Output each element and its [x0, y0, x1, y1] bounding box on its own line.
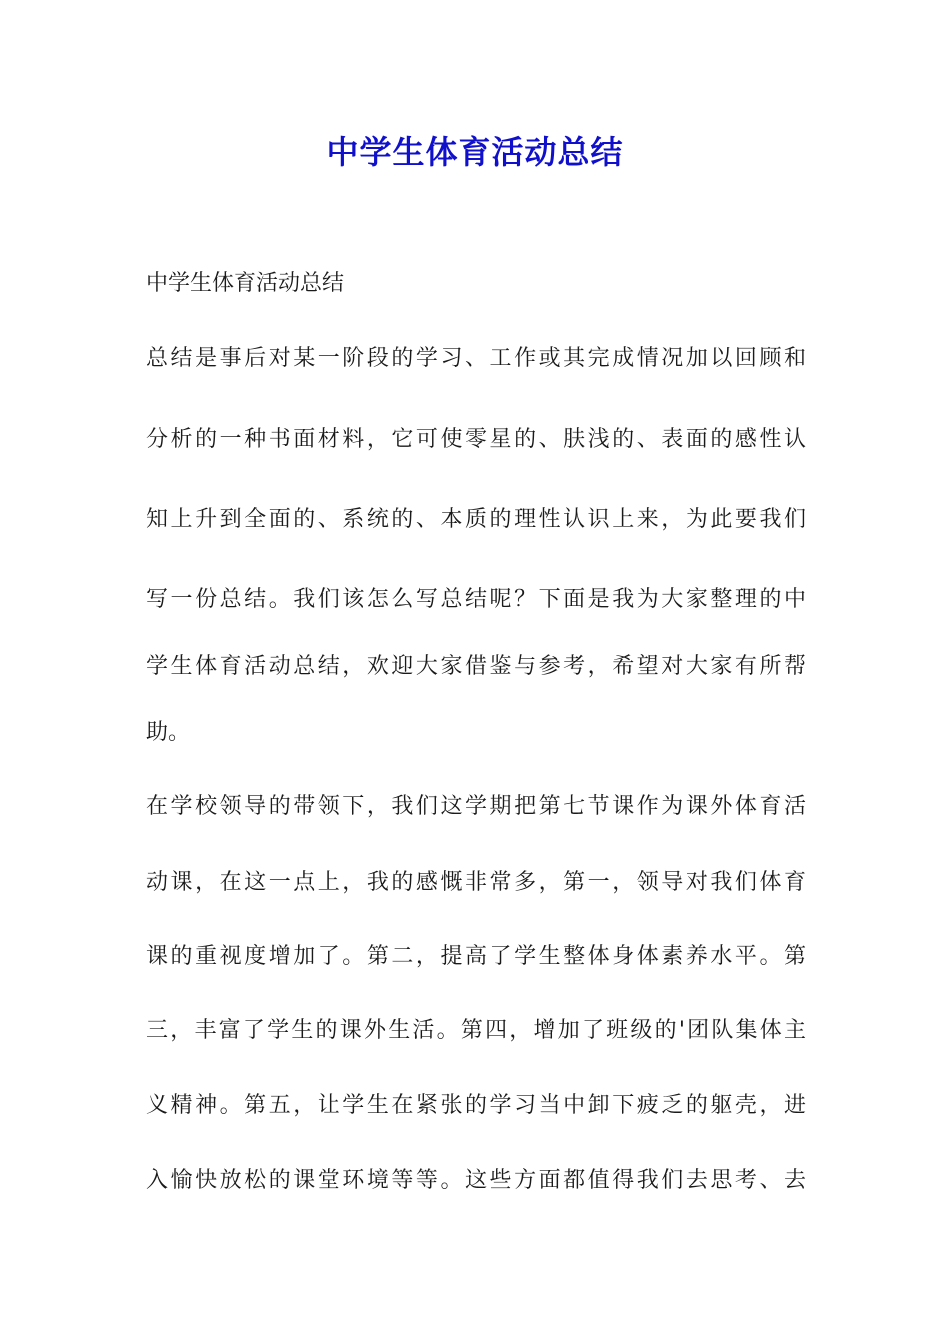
document-title: 中学生体育活动总结 — [326, 133, 624, 171]
paragraph-2-line-4: 三，丰富了学生的课外生活。第四，增加了班级的'团队集体主 — [146, 1018, 806, 1043]
paragraph-2-line-2: 动课，在这一点上，我的感慨非常多，第一，领导对我们体育 — [146, 870, 806, 895]
paragraph-2-line-1: 在学校领导的带领下，我们这学期把第七节课作为课外体育活 — [146, 794, 806, 819]
paragraph-2-line-5: 义精神。第五，让学生在紧张的学习当中卸下疲乏的躯壳，进 — [146, 1093, 806, 1118]
paragraph-2-line-3: 课的重视度增加了。第二，提高了学生整体身体素养水平。第 — [146, 944, 806, 969]
paragraph-1-line-6: 助。 — [146, 720, 191, 745]
paragraph-1-line-5: 学生体育活动总结，欢迎大家借鉴与参考，希望对大家有所帮 — [146, 654, 806, 679]
paragraph-1-line-1: 总结是事后对某一阶段的学习、工作或其完成情况加以回顾和 — [146, 346, 806, 371]
paragraph-1-line-3: 知上升到全面的、系统的、本质的理性认识上来，为此要我们 — [146, 507, 806, 532]
paragraph-1-line-2: 分析的一种书面材料，它可使零星的、肤浅的、表面的感性认 — [146, 427, 806, 452]
document-subtitle: 中学生体育活动总结 — [146, 271, 345, 296]
paragraph-1-line-4: 写一份总结。我们该怎么写总结呢？下面是我为大家整理的中 — [146, 587, 806, 612]
paragraph-2-line-6: 入愉快放松的课堂环境等等。这些方面都值得我们去思考、去 — [146, 1168, 806, 1193]
